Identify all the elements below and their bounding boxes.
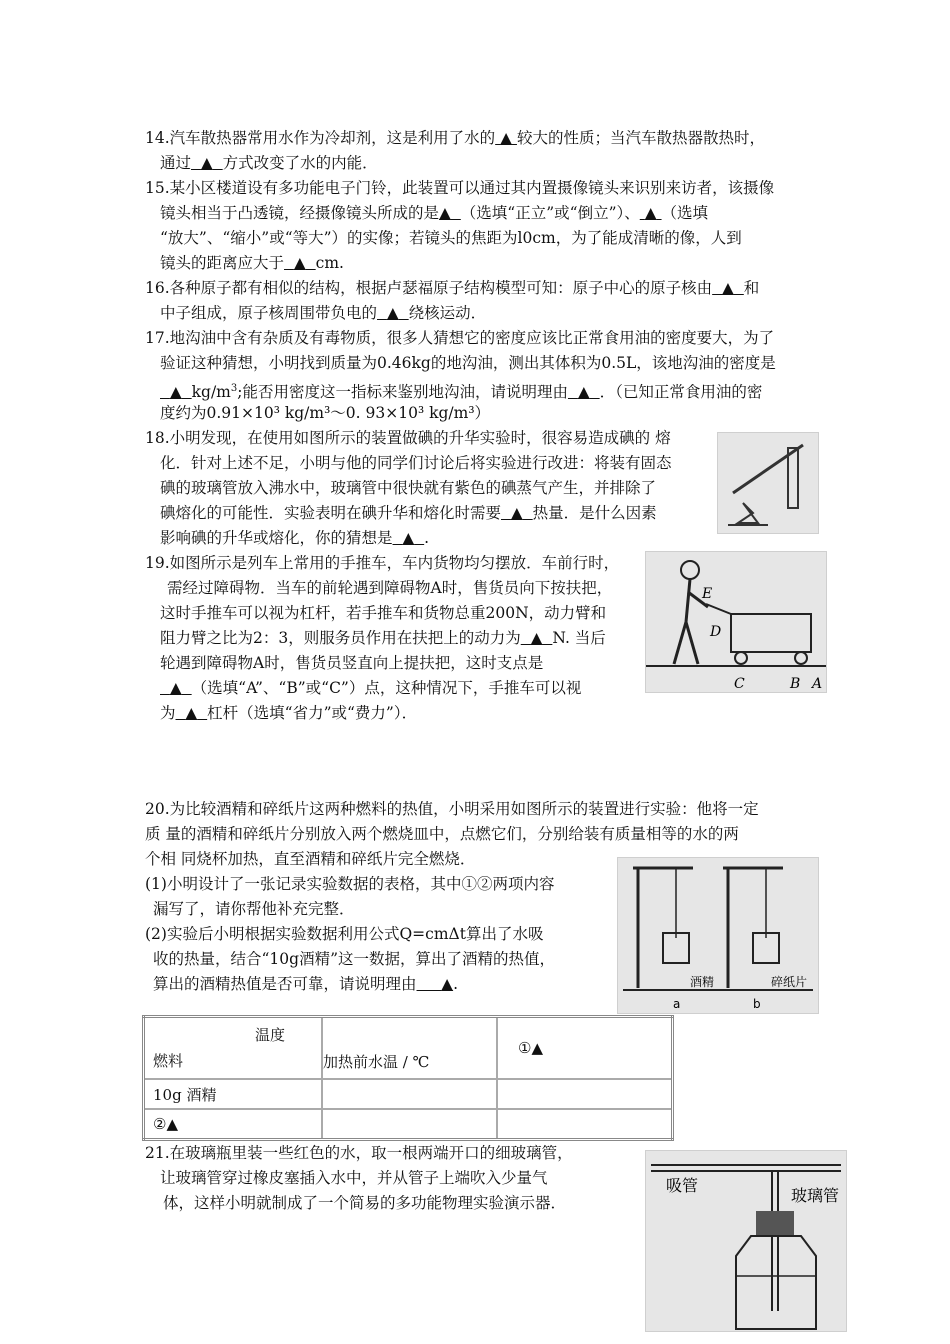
q20-line2: 质 量的酒精和碎纸片分别放入两个燃烧皿中，点燃它们，分别给装有质量相等的水的两 <box>145 825 739 843</box>
q21-line3: 体，这样小明就制成了一个简易的多功能物理实验演示器． <box>163 1194 567 1212</box>
answer-blank[interactable]: ▲ <box>169 383 182 402</box>
fig-label-d: D <box>710 624 722 640</box>
q17-line3: ▲ $kg/m^3$;能否用密度这一指标来鉴别地沟油，请说明理由 ▲ ．（已知正常食用油的密 <box>145 376 762 405</box>
fig-label-c: C <box>734 676 745 692</box>
q16-line1: 16.各种原子都有相似的结构，根据卢瑟福原子结构模型可知：原子中心的原子核由 ▲ 和 <box>145 279 760 297</box>
q14-line2: 通过 ▲ 方式改变了水的内能． <box>160 154 378 172</box>
fig-label-straw: 吸管 <box>666 1176 699 1195</box>
answer-blank[interactable]: ▲ <box>185 704 198 722</box>
table-cell[interactable] <box>322 1079 497 1109</box>
answer-blank[interactable]: ▲ <box>510 504 523 522</box>
q15-line4: 镜头的距离应大于 ▲ cm. <box>160 254 344 272</box>
bottle-demo-figure <box>645 1150 847 1332</box>
q19-line7: 为 ▲ 杠杆（选填“省力”或“费力”）． <box>160 704 418 722</box>
q17-line1: 17.地沟油中含有杂质及有毒物质，很多人猜想它的密度应该比正常食用油的密度要大，为了 <box>145 329 775 347</box>
burner-experiment-figure <box>617 857 819 1014</box>
q18-line2: 化．针对上述不足，小明与他的同学们讨论后将实验进行改进：将装有固态 <box>160 454 672 472</box>
q19-line5: 轮遇到障碍物A时，售货员竖直向上提扶把，这时支点是 <box>160 654 544 672</box>
header-cell: 加热前水温 / ℃ <box>322 1017 497 1080</box>
answer-blank[interactable]: ▲ <box>439 204 451 222</box>
answer-blank[interactable]: ▲ <box>500 129 513 147</box>
q19-line2: 需经过障碍物．当车的前轮遇到障碍物A时，售货员向下按扶把， <box>167 579 613 597</box>
q19-line6: ▲ （选填“A”、“B”或“C”）点，这种情况下，手推车可以视 <box>145 676 581 701</box>
fig-label-paper: 碎纸片 <box>771 975 808 989</box>
q17-line4: 度约为0.91×10³ kg/m³～0. 93×10³ kg/m³） <box>160 404 491 422</box>
table-row <box>144 1109 673 1140</box>
table-row <box>144 1017 673 1080</box>
q18-line5: 影响碘的升华或熔化，你的猜想是 ▲ . <box>160 529 430 547</box>
table-cell[interactable] <box>497 1079 673 1109</box>
q19-line3: 这时手推车可以视为杠杆，若手推车和货物总重200N，动力臂和 <box>160 604 607 622</box>
q14-line1: 14.汽车散热器常用水作为冷却剂，这是利用了水的 ▲ 较大的性质；当汽车散热器散热时， <box>145 129 765 147</box>
fig-label-alcohol: 酒精 <box>690 975 715 989</box>
q18-line1: 18.小明发现，在使用如图所示的装置做碘的升华实验时，很容易造成碘的 熔 <box>145 429 671 447</box>
q16-line2: 中子组成，原子核周围带负电的 ▲ 绕核运动． <box>160 304 487 322</box>
answer-blank[interactable]: ▲ <box>441 975 454 993</box>
q21-line1: 21.在玻璃瓶里装一些红色的水，取一根两端开口的细玻璃管， <box>145 1144 573 1162</box>
answer-blank[interactable]: ▲ <box>644 204 657 222</box>
table-row <box>144 1079 673 1109</box>
fig-label-b: B <box>790 676 801 692</box>
answer-blank[interactable]: ▲ <box>293 254 306 272</box>
q20-sub2-line2: 收的热量，结合“10g酒精”这一数据，算出了酒精的热值， <box>153 950 555 968</box>
header-cell-diagonal: 温度 燃料 <box>144 1017 323 1080</box>
q15-line1: 15.某小区楼道设有多功能电子门铃，此装置可以通过其内置摄像镜头来识别来访者，该摄像 <box>145 179 775 197</box>
fig-label-tube: 玻璃管 <box>791 1186 840 1205</box>
answer-blank[interactable]: ▲ <box>722 279 734 297</box>
q19-line4: 阻力臂之比为2：3，则服务员作用在扶把上的动力为 ▲ N. 当后 <box>160 629 606 647</box>
q19-line1: 19.如图所示是列车上常用的手推车，车内货物均匀摆放．车前行时， <box>145 554 620 572</box>
answer-blank[interactable]: ▲ <box>169 679 182 697</box>
iodine-apparatus-figure <box>717 432 819 534</box>
q20-line3: 个相 同烧杯加热，直至酒精和碎纸片完全燃烧． <box>145 850 476 868</box>
q20-sub1-line2: 漏写了，请你帮他补充完整． <box>153 900 355 918</box>
header-cell[interactable]: ①▲ <box>497 1017 673 1080</box>
table-cell[interactable]: ②▲ <box>144 1109 323 1140</box>
fig-label-a: a <box>673 997 681 1011</box>
q20-sub2-line3: 算出的酒精热值是否可靠，请说明理由 ▲. <box>153 975 459 993</box>
q18-line3: 碘的玻璃管放入沸水中，玻璃管中很快就有紫色的碘蒸气产生，并排除了 <box>160 479 657 497</box>
fig-label-e: E <box>702 586 713 602</box>
answer-blank[interactable]: ▲ <box>530 629 543 647</box>
q15-line2: 镜头相当于凸透镜，经摄像镜头所成的是▲ （选填“正立”或“倒立”）、 ▲ （选填 <box>160 204 709 222</box>
q20-sub1-line1: (1)小明设计了一张记录实验数据的表格，其中①②两项内容 <box>145 875 555 893</box>
q18-line4: 碘熔化的可能性．实验表明在碘升华和熔化时需要 ▲ 热量．是什么因素 <box>160 504 657 522</box>
q15-line3: “放大”、“缩小”或“等大”）的实像；若镜头的焦距为l0cm，为了能成清晰的像，人到 <box>160 229 742 247</box>
fig-label-a: A <box>812 676 823 692</box>
answer-blank[interactable]: ▲ <box>386 304 399 322</box>
answer-blank[interactable]: ▲ <box>577 383 590 402</box>
table-cell[interactable] <box>497 1109 673 1140</box>
fig-label-b: b <box>753 997 761 1011</box>
q20-sub2-line1: (2)实验后小明根据实验数据利用公式Q=cmΔt算出了水吸 <box>145 925 544 943</box>
q21-line2: 让玻璃管穿过橡皮塞插入水中，并从管子上端吹入少量气 <box>160 1169 548 1187</box>
q20-line1: 20.为比较酒精和碎纸片这两种燃料的热值，小明采用如图所示的装置进行实验：他将一定 <box>145 800 759 818</box>
table-cell[interactable] <box>322 1109 497 1140</box>
fuel-data-table <box>142 1015 674 1141</box>
answer-blank[interactable]: ▲ <box>402 529 415 547</box>
handcart-figure <box>645 551 827 693</box>
table-cell: 10g 酒精 <box>144 1079 323 1109</box>
q17-line2: 验证这种猜想，小明找到质量为0.46kg的地沟油，测出其体积为0.5L，该地沟油的密度是 <box>160 354 776 372</box>
answer-blank[interactable]: ▲ <box>200 154 213 172</box>
